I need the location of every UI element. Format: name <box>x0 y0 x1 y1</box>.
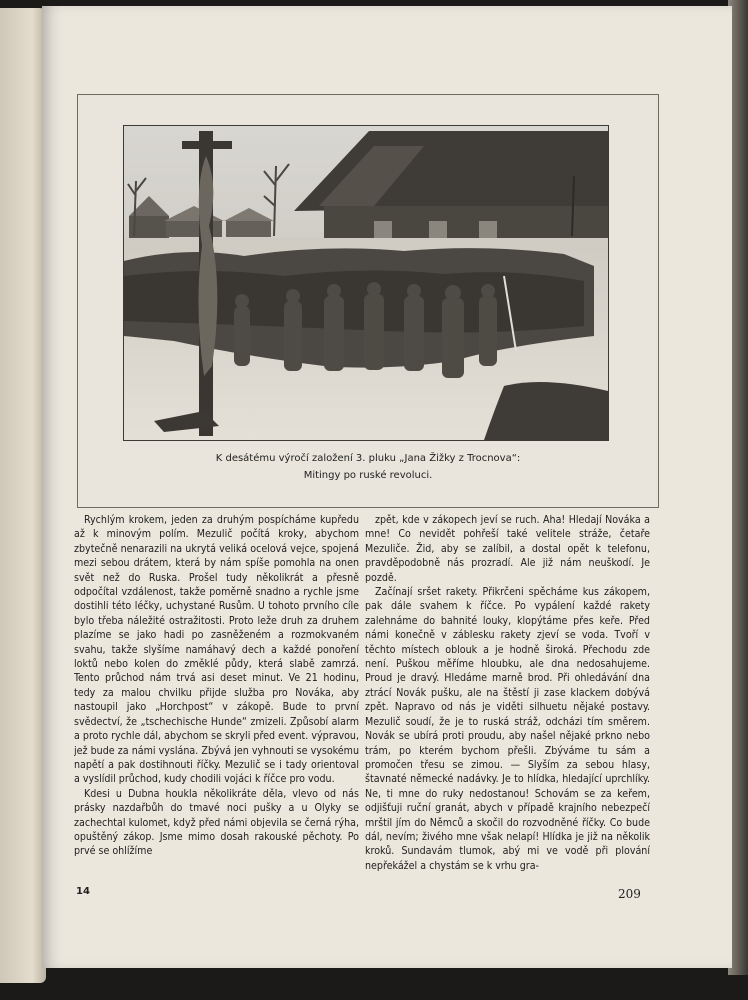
photo-caption-subtitle: Mitingy po ruské revoluci. <box>303 470 433 481</box>
paragraph: Rychlým krokem, jeden za druhým pospícháme kupředu až k minovým polím. Mezulič počítá kroky, abychom zbytečně nenarazili na ukrytá veliká ocelová vejce, spojená mezi sebou drátem, která by nám spíše pomohla na onen svět než do Ruska. Prošel tudy několikrát a přesně odpočítal vzdálenost, takže poměrně snadno a rychle jsme dostihli této léčky, uchystané Rusům. U tohoto prvního cíle bylo třeba náležité ostražitosti. Proto leže druh za druhem plazíme se jako hadi po zasněženém a rozmokvaném svahu, takže slyšíme namáhavý dech a každé ponoření loktů nebo kolen do změklé půdy, která slabě zamrzá. Tento průchod nám trvá asi deset minut. Ve 21 hodinu, tedy za malou chvilku přijde služba pro Nováka, aby nastoupil jako „Horchpost“ v zákopě. Bude to první svědectví, že „tschechische Hunde“ zmizeli. Způsobí alarm a proto rychle dál, abychom se skryli před event. výpravou, jež bude za námi vyslána. Zbývá jen vyhnouti se vysokému napětí a pak dostihnouti říčky. Mezulič se i tady orientoval a vyslídil průchod, kudy chodili vojáci k říčce pro vodu. <box>74 514 359 786</box>
folio-left: 14 <box>76 886 90 897</box>
text-column-left <box>74 513 359 883</box>
paragraph: Kdesi u Dubna houkla několikráte děla, vlevo od nás prásky nazdařbůh do tmavé noci pušky a u Olyky se zachechtal kulomet, když před námi objevila se černá rýha, opuštěný zákop. Jsme mimo dosah rakouské pěchoty. Po prvé se ohlížíme <box>74 787 359 858</box>
page-number: 209 <box>618 887 641 901</box>
book-page <box>42 6 732 968</box>
paragraph: Začínají sršet rakety. Přikrčeni spěcháme kus zákopem, pak dále svahem k říčce. Po vypálení každé rakety zalehnáme do bahnité louky, klopýtáme přes keře. Před námi konečně v záblesku rakety zjeví se voda. Tvoří v těchto místech oblouk a je hodně široká. Přechodu zde není. Puškou měříme hloubku, ale dna nedosahujeme. Proud je dravý. Hledáme marně brod. Při ohledávání dna ztrácí Novák pušku, ale na štěstí ji zase klackem dobývá zpět. Napravo od nás je viděti silhuetu nějaké postavy. Mezulič soudí, že je to ruská stráž, odcházi tím směrem. Novák se ubírá proti proudu, aby našel nějaké prkno nebo trám, po kterém bychom přešli. Zbýváme tu sám a promočen třesu se zimou. — Slyším za sebou hlasy, štavnaté německé nadávky. Je to hlídka, hledající uprchlíky. Ne, ti mne do ruky nedostanou! Schovám se za keřem, odjišťuji ruční granát, abych v případě krajního nebezpečí mrštil jím do Němců a skočil do rozvodněné říčky. Co bude dál, nevím; živého mne však nelapí! Hlídka je již na několik kroků. Sundavám tlumok, abý mi ve vodě při plování nepřekážel a chystám se k vrhu gra- <box>365 586 650 872</box>
paragraph: zpět, kde v zákopech jeví se ruch. Aha! Hledají Nováka a mne! Co nevidět pohřeší také velitele stráže, četaře Mezuliče. Žid, aby se zalíbil, a dostal opět k telefonu, pravděpodobně nás prozradí. Ale již nám neuškodí. Je pozdě. <box>365 514 650 584</box>
photo-frame <box>77 94 659 508</box>
left-page-edge <box>0 8 46 983</box>
photo-caption-title: K desátému výročí založení 3. pluku „Jana Žižky z Trocnova“: <box>215 453 521 464</box>
historical-photo <box>123 125 609 441</box>
text-column-right <box>365 513 650 883</box>
